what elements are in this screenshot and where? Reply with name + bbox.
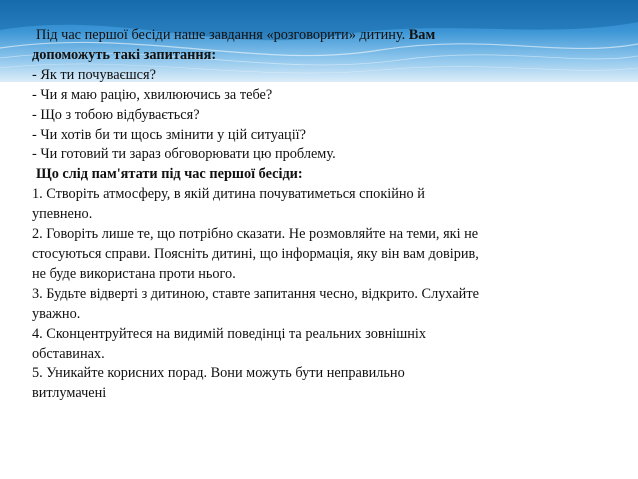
tip-line: упевнено. xyxy=(32,206,93,223)
tip-line: 3. Будьте відверті з дитиною, ставте запитання чесно, відкрито. Слухайте xyxy=(32,285,479,302)
intro-bold-text: Вам xyxy=(408,27,436,43)
question-item: - Чи я маю рацію, хвилюючись за тебе? xyxy=(32,86,273,103)
tip-line: уважно. xyxy=(32,305,81,322)
tips-list xyxy=(32,185,612,404)
tip-line: витлумачені xyxy=(32,385,107,402)
question-item: - Чи готовий ти зараз обговорювати цю проблему. xyxy=(32,146,336,163)
tip-line: не буде використана проти нього. xyxy=(32,265,236,282)
tip-line: 2. Говоріть лише те, що потрібно сказати. Не розмовляйте на теми, які не xyxy=(32,226,479,243)
question-item: - Як ти почуваєшся? xyxy=(32,66,156,83)
remember-heading: Що слід пам'ятати під час першої бесіди: xyxy=(36,166,303,183)
questions-list xyxy=(32,66,612,166)
intro-text: Під час першої бесіди наше завдання «розговорити» дитину. xyxy=(36,27,406,43)
slide-text-body xyxy=(32,26,612,404)
tip-line: 4. Сконцентруйтеся на видимій поведінці та реальних зовнішніх xyxy=(32,325,427,342)
tip-line: обставинах. xyxy=(32,345,105,362)
tip-line: 5. Уникайте корисних порад. Вони можуть бути неправильно xyxy=(32,365,405,382)
question-item: - Чи хотів би ти щось змінити у цій ситуації? xyxy=(32,126,307,143)
intro-bold-line: допоможуть такі запитання: xyxy=(32,46,217,63)
intro-line xyxy=(32,26,612,46)
tip-line: 1. Створіть атмосферу, в якій дитина почуватиметься спокійно й xyxy=(32,186,425,203)
question-item: - Що з тобою відбувається? xyxy=(32,106,200,123)
tip-line: стосуються справи. Поясніть дитині, що інформація, яку він вам довірив, xyxy=(32,245,479,262)
